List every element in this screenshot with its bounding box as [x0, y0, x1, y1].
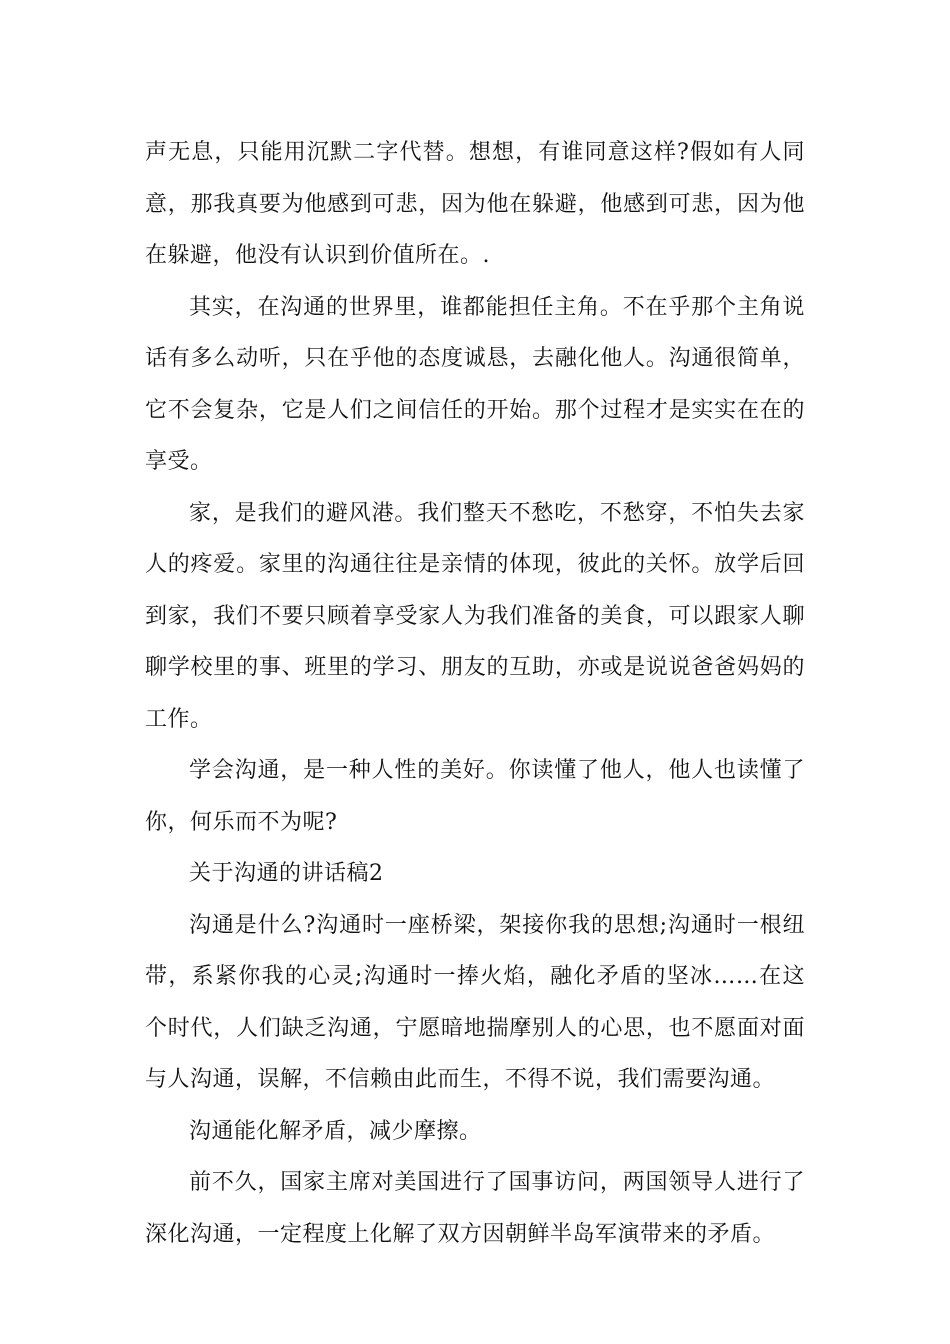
paragraph: 沟通是什么?沟通时一座桥梁，架接你我的思想;沟通时一根纽带，系紧你我的心灵;沟通时一捧火焰，融化矛盾的坚冰……在这个时代，人们缺乏沟通，宁愿暗地揣摩别人的心思，也不愿面对面与人沟通，误解，不信赖由此而生，不得不说，我们需要沟通。: [145, 912, 805, 1092]
section-heading: 关于沟通的讲话稿2: [189, 861, 384, 886]
paragraph: 其实，在沟通的世界里，谁都能担任主角。不在乎那个主角说话有多么动听，只在乎他的态度诚恳，去融化他人。沟通很简单，它不会复杂，它是人们之间信任的开始。那个过程才是实实在在的享受。: [145, 294, 805, 474]
paragraph: 学会沟通，是一种人性的美好。你读懂了他人，他人也读懂了你，何乐而不为呢?: [145, 758, 805, 835]
paragraph: 声无息，只能用沉默二字代替。想想，有谁同意这样?假如有人同意，那我真要为他感到可悲，因为他在躲避，他感到可悲，因为他在躲避，他没有认识到价值所在。.: [145, 140, 805, 268]
paragraph: 沟通能化解矛盾，减少摩擦。: [189, 1118, 482, 1144]
paragraph: 家，是我们的避风港。我们整天不愁吃，不愁穿，不怕失去家人的疼爱。家里的沟通往往是亲情的体现，彼此的关怀。放学后回到家，我们不要只顾着享受家人为我们准备的美食，可以跟家人聊聊学校里的事、班里的学习、朋友的互助，亦或是说说爸爸妈妈的工作。: [145, 500, 805, 732]
document-body: [145, 127, 805, 1260]
paragraph: 前不久，国家主席对美国进行了国事访问，两国领导人进行了深化沟通，一定程度上化解了双方因朝鲜半岛军演带来的矛盾。: [145, 1170, 805, 1247]
